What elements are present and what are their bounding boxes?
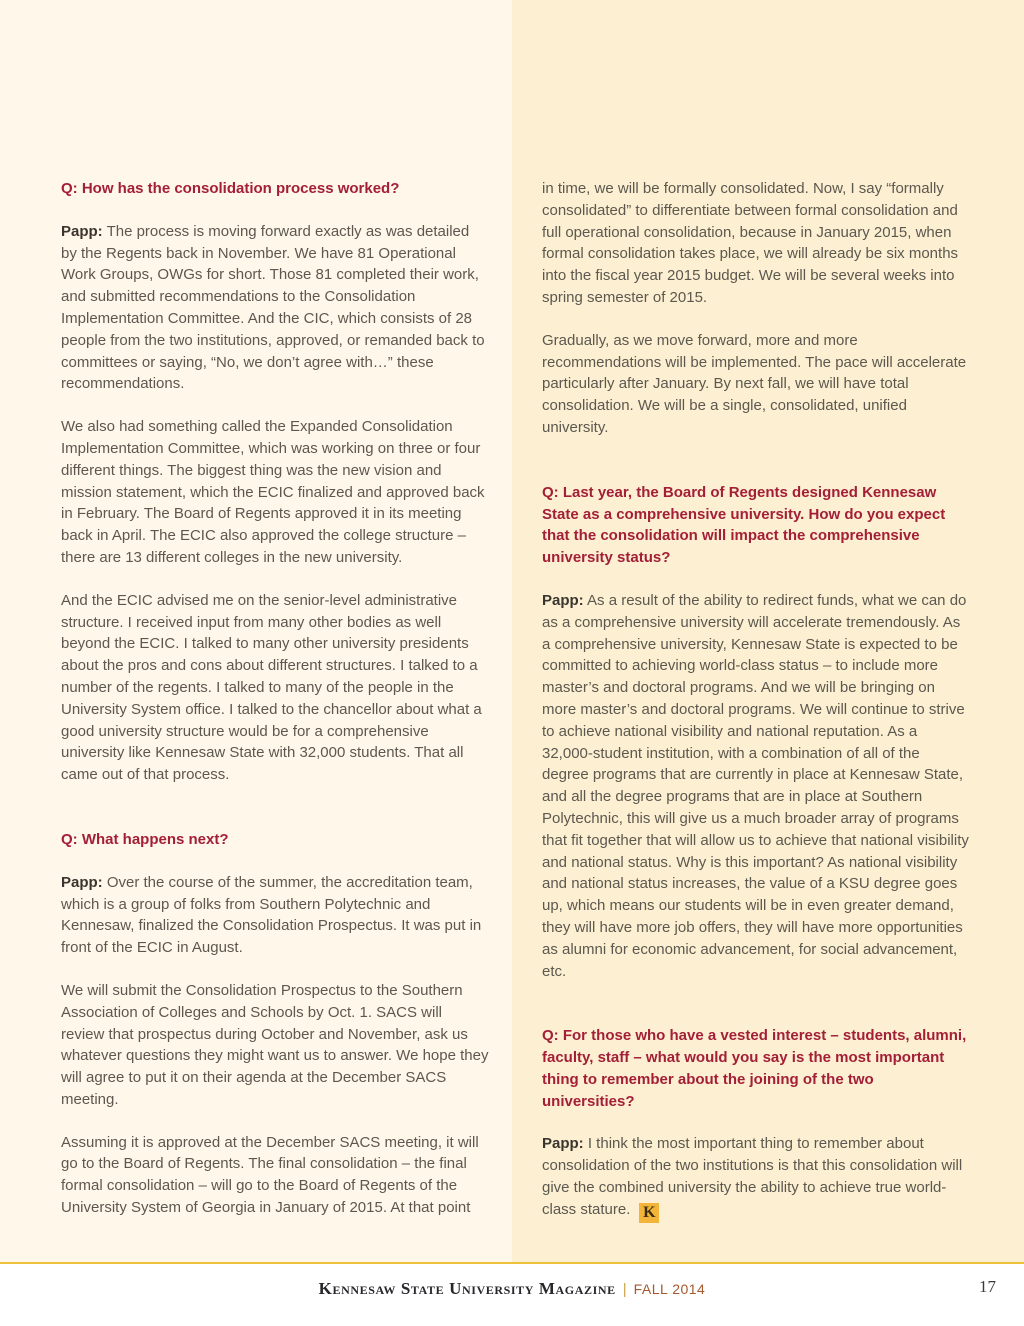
body-paragraph: in time, we will be formally consolidated. Now, I say “formally consolidated” to differentiate between formal consolidation and full operational consolidation, because in January 2015, when formal consolidation takes place, we will already be six months into the fiscal year 2015 budget. We will be several weeks into spring semester of 2015. [542,180,959,306]
speaker-label: Papp: [542,591,584,609]
footer-center-text [0,1264,1024,1299]
magazine-title: Kennesaw State University Magazine [318,1279,616,1298]
footer-separator: | [622,1281,627,1298]
body-paragraph: We also had something called the Expanded Consolidation Implementation Committee, which was working on three or four different things. The biggest thing was the new vision and mission statement, which the ECIC finalized and approved back in February. The Board of Regents approved it in its meeting back in April. The ECIC also approved the college structure – there are 13 different colleges in the new university. [61,418,485,566]
page-footer [0,1264,1024,1326]
speaker-label: Papp: [61,222,103,240]
body-paragraph: Gradually, as we move forward, more and more recommendations will be implemented. The pace will accelerate particularly after January. By next fall, we will have total consolidation. We will be a single, consolidated, unified university. [542,331,967,436]
answer-paragraph [542,1133,970,1222]
question-heading: Q: Last year, the Board of Regents designed Kennesaw State as a comprehensive university. How do you expect that the consolidation will impact the comprehensive university status? [542,483,946,567]
left-text-column [61,178,489,1240]
speaker-label: Papp: [61,873,103,891]
question-heading: Q: How has the consolidation process worked? [61,180,400,197]
ksu-endmark-icon: K [639,1203,659,1223]
body-paragraph: We will submit the Consolidation Prospectus to the Southern Association of Colleges and Schools by Oct. 1. SACS will review that prospectus during October and November, ask us whatever questions they might want us to answer. We hope they will agree to put it on their agenda at the December SACS meeting. [61,981,489,1108]
body-paragraph: Assuming it is approved at the December SACS meeting, it will go to the Board of Regents. The final consolidation – the final formal consolidation – will go to the Board of Regents of the University System of Georgia in January of 2015. At that point [61,1133,479,1217]
answer-paragraph [542,590,970,982]
page-number: 17 [979,1277,996,1296]
answer-text: Over the course of the summer, the accreditation team, which is a group of folks from Southern Polytechnic and Kennesaw, finalized the Consolidation Prospectus. It was put in front of the ECIC in August. [61,873,482,957]
speaker-label: Papp: [542,1135,584,1153]
body-paragraph: And the ECIC advised me on the senior-level administrative structure. I received input from many other bodies as well beyond the ECIC. I talked to many other university presidents about the pros and cons about different structures. I talked to a number of the regents. I talked to many of the people in the University System office. I talked to the chancellor about what a good university structure would be for a comprehensive university like Kennesaw State with 32,000 students. That all came out of that process. [61,591,482,784]
question-heading: Q: What happens next? [61,830,229,848]
answer-paragraph [61,221,489,395]
answer-paragraph [61,872,489,959]
answer-text: The process is moving forward exactly as was detailed by the Regents back in November. We have 81 Operational Work Groups, OWGs for short. Those 81 completed their work, and submitted recommendations to the Consolidation Implementation Committee. And the CIC, which consists of 28 people from the two institutions, approved, or remanded back to committees or saying, “No, we don’t agree with…” these recommendations. [61,222,485,393]
right-text-column [542,178,970,1244]
question-heading: Q: For those who have a vested interest – students, alumni, faculty, staff – what would you say is the most important thing to remember about the joining of the two universities? [542,1027,967,1110]
answer-text: I think the most important thing to remember about consolidation of the two institutions is that this consolidation will give the combined university the ability to achieve true world-class stature. [542,1135,963,1218]
answer-text: As a result of the ability to redirect funds, what we can do as a comprehensive university will accelerate tremendously. As a comprehensive university, Kennesaw State is expected to be committed to achieving world-class status – to include more master’s and doctoral programs. And we will be bringing on more master’s and doctoral programs. We will continue to strive to achieve national visibility and national reputation. As a 32,000-student institution, with a combination of all of the degree programs that are currently in place at Kennesaw State, and all the degree programs that are in place at Southern Polytechnic, this will give us a much broader array of programs that fit together that will allow us to achieve that national visibility and national status. Why is this important? As national visibility and national status increases, the value of a KSU degree goes up, which means our students will be in even greater demand, they will have more job offers, they will have more opportunities as alumni for economic advancement, for social advancement, etc. [542,591,969,980]
issue-label: FALL 2014 [633,1281,706,1297]
